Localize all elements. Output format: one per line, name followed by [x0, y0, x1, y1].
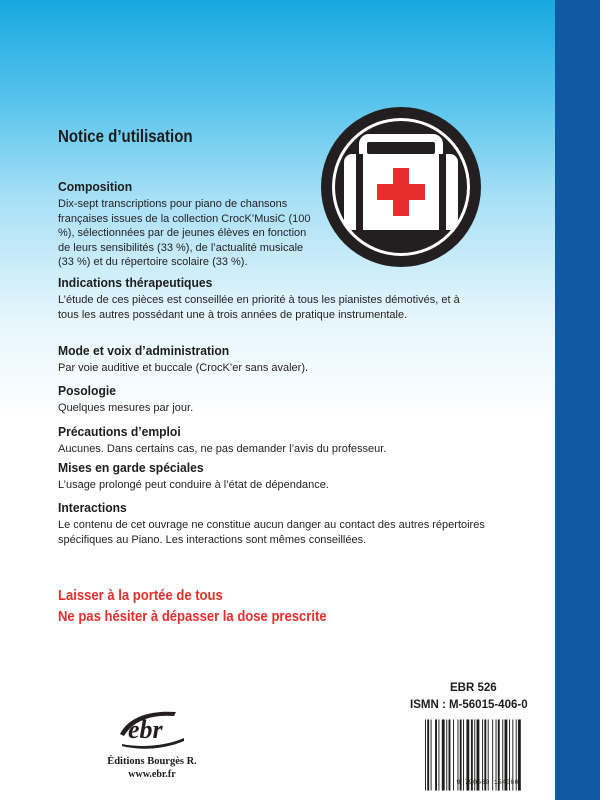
- section-text: L’étude de ces pièces est conseillée en priorité à tous les pianistes démotivés, et à tous les autres possédant une à trois années de pratique instrumentale.: [58, 294, 460, 321]
- publisher-url: www.ebr.fr: [128, 769, 176, 780]
- section-indications: [58, 275, 478, 322]
- section-administration: [58, 343, 478, 376]
- section-text: L’usage prolongé peut conduire à l’état de dépendance.: [58, 479, 329, 491]
- product-codes: [410, 680, 590, 714]
- first-aid-kit-icon: [319, 105, 483, 269]
- ismn-code: ISMN : M-56015-406-0: [410, 699, 528, 711]
- section-heading: Posologie: [58, 383, 116, 398]
- page-title: Notice d’utilisation: [58, 126, 193, 146]
- section-mises-en-garde: [58, 460, 478, 493]
- warning-line: Ne pas hésiter à dépasser la dose prescrite: [58, 608, 327, 625]
- ebr-logo: [114, 700, 190, 750]
- section-text: Aucunes. Dans certains cas, ne pas demander l’avis du professeur.: [58, 443, 387, 455]
- logo-text: ebr: [128, 715, 163, 744]
- section-heading: Composition: [58, 179, 133, 194]
- reference-code: EBR 526: [450, 682, 497, 694]
- barcode-digits: 9 790560 154060: [456, 779, 519, 786]
- warning-text: [58, 585, 327, 627]
- section-precautions: [58, 424, 478, 457]
- section-text: Par voie auditive et buccale (CrocK’er sans avaler).: [58, 362, 309, 374]
- section-heading: Interactions: [58, 500, 127, 515]
- section-interactions: [58, 500, 485, 547]
- section-text: Le contenu de cet ouvrage ne constitue aucun danger au contact des autres répertoires spécifiques au Piano. Les interactions sont mêmes conseillées.: [58, 519, 485, 546]
- publisher-block: [92, 700, 212, 780]
- section-heading: Indications thérapeutiques: [58, 275, 213, 290]
- section-heading: Mode et voix d’administration: [58, 343, 230, 358]
- section-heading: Précautions d’emploi: [58, 424, 181, 439]
- section-text: Quelques mesures par jour.: [58, 402, 194, 414]
- section-heading: Mises en garde spéciales: [58, 460, 204, 475]
- warning-line: Laisser à la portée de tous: [58, 587, 223, 604]
- section-text: Dix-sept transcriptions pour piano de chansons françaises issues de la collection CrocK’MusiC (100 %), sélectionnées par de jeunes élèves en fonction de leurs sensibilités (33 %), de l’actualité musicale (33 %) et du répertoire scolaire (33 %).: [58, 198, 311, 268]
- section-posologie: [58, 383, 478, 416]
- publisher-name: Éditions Bourgès R.: [107, 756, 197, 767]
